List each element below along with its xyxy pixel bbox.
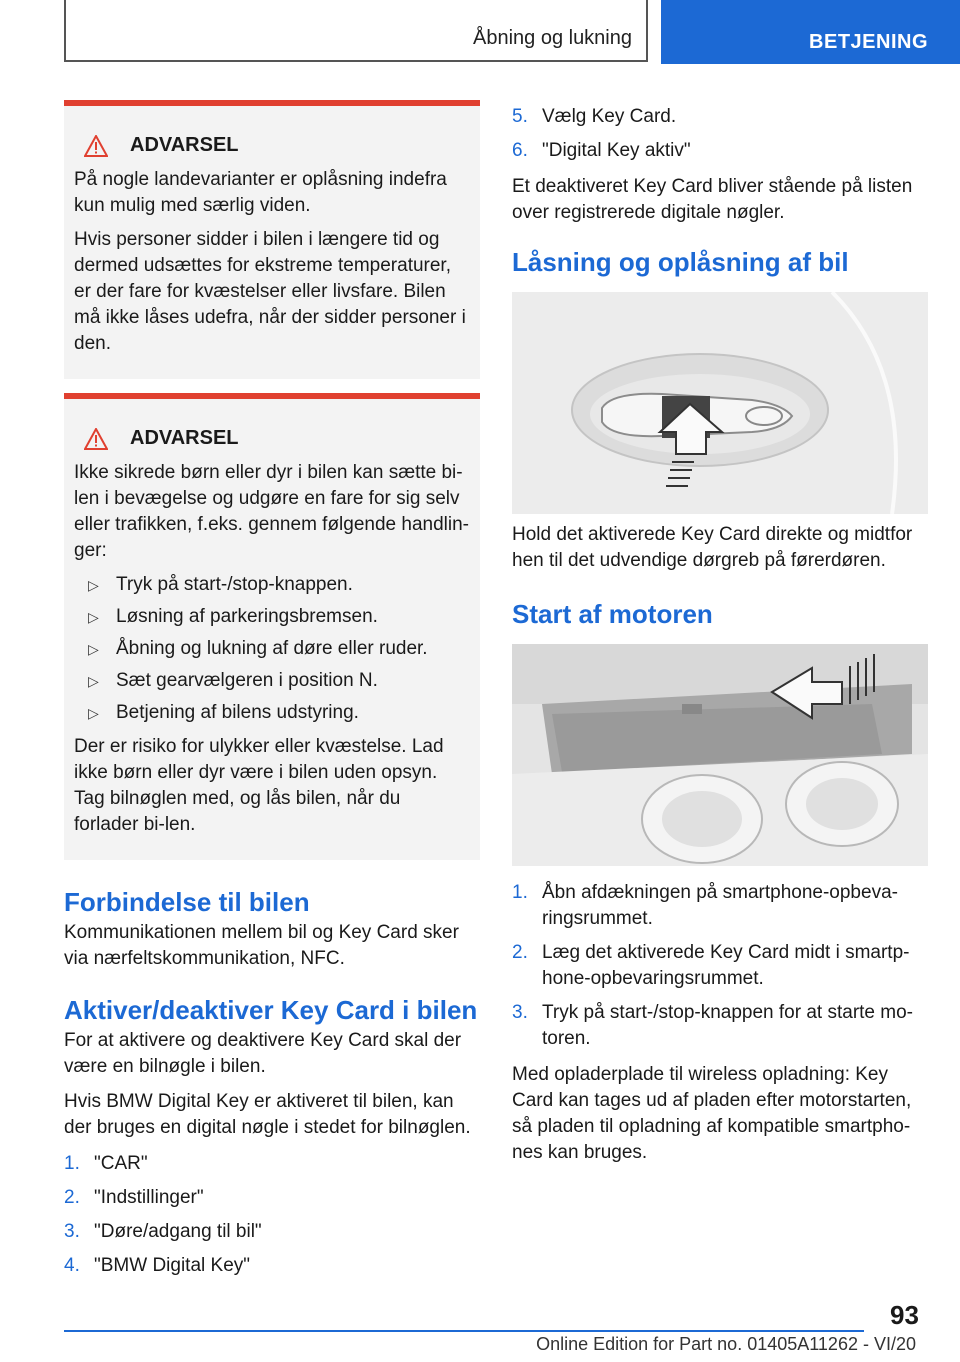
heading-lock: Låsning og oplåsning af bil [512, 247, 849, 277]
list-item [64, 1219, 480, 1245]
list-item [74, 604, 470, 630]
caption-lock: Hold det aktiverede Key Card direkte og midtfor hen til det udvendige dørgreb på førerdøren. [512, 524, 913, 571]
paragraph-activate-2: Hvis BMW Digital Key er aktiveret til bilen, kan der bruges en digital nøgle i stedet for bilnøglen. [64, 1091, 471, 1138]
list-item [74, 700, 470, 726]
warning-box-1 [64, 100, 480, 379]
list-item [512, 138, 928, 164]
warning-intro: Ikke sikrede børn eller dyr i bilen kan sætte bi-len i bevægelse og udgøre en fare for sig selv eller trafikken, f.eks. gennem følgende handlin-ger: [74, 462, 469, 561]
triangle-bullet-icon: ▷ [88, 577, 99, 593]
list-item-text: Åbning og lukning af døre eller ruder. [116, 638, 428, 659]
triangle-bullet-icon: ▷ [88, 673, 99, 689]
header-section-box [64, 0, 648, 62]
door-handle-illustration [512, 292, 928, 514]
step-number: 1. [64, 1153, 80, 1174]
warning-paragraph: På nogle landevarianter er oplåsning indefra kun mulig med særlig viden. [74, 169, 447, 216]
warning-outro: Der er risiko for ulykker eller kvæstelse. Lad ikke børn eller dyr være i bilen uden opsyn. Tag bilnøglen med, og lås bilen, når du forlader bi-len. [74, 736, 444, 835]
list-item [74, 668, 470, 694]
warning-paragraph: Hvis personer sidder i bilen i længere tid og dermed udsættes for ekstreme temperaturer, er der fare for kvæstelser eller livsfare. Bilen må ikke låses udefra, når der sidder personer i den. [74, 229, 466, 354]
list-item [64, 1253, 480, 1279]
smartphone-tray-illustration [512, 644, 928, 866]
warning-title-2 [84, 427, 470, 450]
warning-triangle-icon [84, 135, 108, 157]
door-handle-image [512, 292, 928, 514]
warning-box-2 [64, 393, 480, 860]
step-number: 2. [64, 1187, 80, 1208]
list-item-text: Tryk på start-/stop-knappen. [116, 574, 353, 595]
list-item [74, 636, 470, 662]
header-chapter-tab [661, 0, 960, 64]
activate-steps-list [64, 1151, 480, 1279]
step-text: "Digital Key aktiv" [542, 140, 691, 161]
list-item-text: Betjening af bilens udstyring. [116, 702, 359, 723]
right-column [512, 100, 928, 1175]
list-item [64, 1185, 480, 1211]
step-text: "CAR" [94, 1153, 148, 1174]
step-text: "Indstillinger" [94, 1187, 204, 1208]
triangle-bullet-icon: ▷ [88, 609, 99, 625]
page-number: 93 [890, 1300, 919, 1330]
step-number: 5. [512, 106, 528, 127]
heading-start: Start af motoren [512, 599, 713, 629]
warning-title-text: ADVARSEL [130, 134, 239, 156]
footer-divider [64, 1330, 864, 1332]
header-chapter-title: BETJENING [809, 31, 928, 53]
list-item [74, 572, 470, 598]
left-column [64, 100, 480, 1289]
step-number: 4. [64, 1255, 80, 1276]
list-item [64, 1151, 480, 1177]
step-text: Åbn afdækningen på smartphone-opbeva-ringsrummet. [542, 882, 898, 929]
step-text: "BMW Digital Key" [94, 1255, 251, 1276]
step-number: 3. [512, 1002, 528, 1023]
heading-activate: Aktiver/deaktiver Key Card i bilen [64, 995, 478, 1025]
list-item [512, 880, 928, 932]
paragraph-deactivated: Et deaktiveret Key Card bliver stående på listen over registrerede digitale nøgler. [512, 176, 913, 223]
triangle-bullet-icon: ▷ [88, 705, 99, 721]
list-item [512, 104, 928, 130]
smartphone-tray-image [512, 644, 928, 866]
step-text: "Døre/adgang til bil" [94, 1221, 262, 1242]
warning-triangle-icon [84, 428, 108, 450]
activate-steps-list-continued [512, 104, 928, 164]
warning-title-1 [84, 134, 470, 157]
step-text: Læg det aktiverede Key Card midt i smartp-hone-opbevaringsrummet. [542, 942, 910, 989]
paragraph-activate-1: For at aktivere og deaktivere Key Card skal der være en bilnøgle i bilen. [64, 1030, 462, 1077]
triangle-bullet-icon: ▷ [88, 641, 99, 657]
footer-edition: Online Edition for Part no. 01405A11262 - VI/20 [536, 1334, 916, 1354]
step-number: 2. [512, 942, 528, 963]
warning-title-text: ADVARSEL [130, 427, 239, 449]
step-number: 1. [512, 882, 528, 903]
list-item-text: Løsning af parkeringsbremsen. [116, 606, 378, 627]
step-text: Tryk på start-/stop-knappen for at starte mo-toren. [542, 1002, 913, 1049]
step-number: 3. [64, 1221, 80, 1242]
start-steps-list [512, 880, 928, 1052]
paragraph-wireless-note: Med opladerplade til wireless opladning: Key Card kan tages ud af pladen efter motorstarten, så pladen til opladning af kompatible smartpho-nes kan bruges. [512, 1064, 912, 1163]
list-item-text: Sæt gearvælgeren i position N. [116, 670, 378, 691]
paragraph-connect: Kommunikationen mellem bil og Key Card sker via nærfeltskommunikation, NFC. [64, 922, 459, 969]
header-section-title: Åbning og lukning [472, 27, 632, 49]
heading-connect: Forbindelse til bilen [64, 887, 310, 917]
step-text: Vælg Key Card. [542, 106, 677, 127]
warning-bullet-list [74, 572, 470, 726]
list-item [512, 1000, 928, 1052]
step-number: 6. [512, 140, 528, 161]
list-item [512, 940, 928, 992]
